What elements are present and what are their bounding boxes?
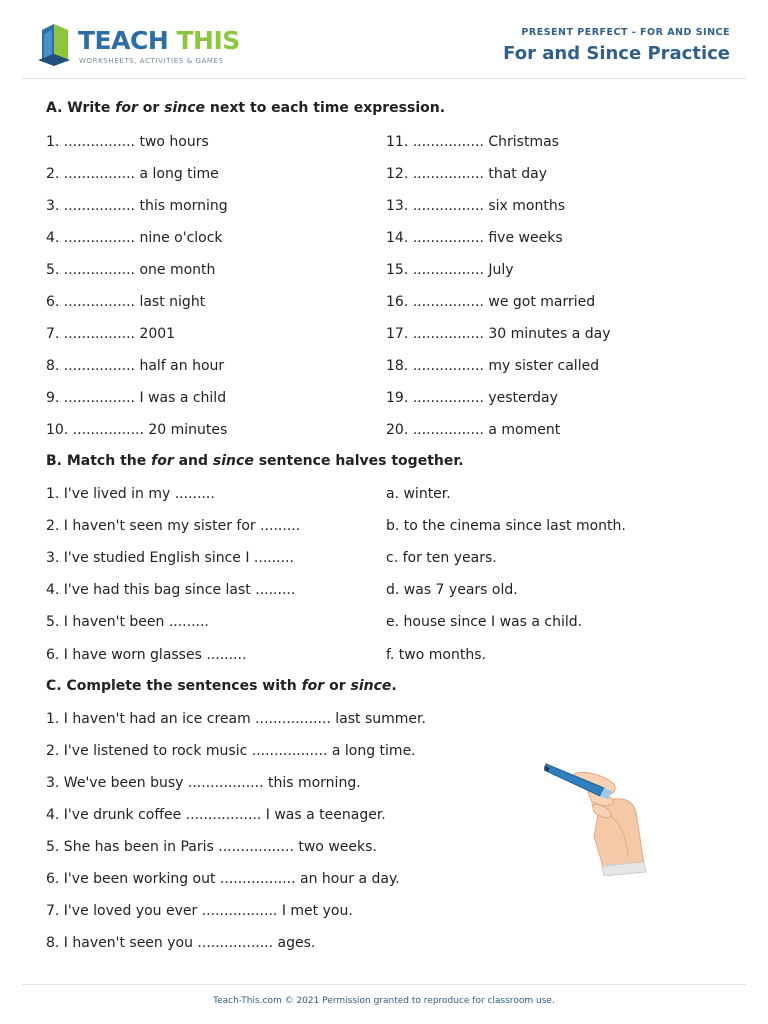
section-a-item: 13. ................ six months: [386, 198, 566, 214]
copyright-footer: Teach-This.com © 2021 Permission granted to reproduce for classroom use.: [213, 996, 555, 1006]
section-b-title-part: and: [173, 453, 213, 469]
section-c-title-part: or: [324, 678, 351, 694]
section-a-item: 12. ................ that day: [386, 166, 547, 182]
section-b-title-part: since: [212, 453, 254, 469]
section-b-right-item: c. for ten years.: [386, 550, 497, 566]
section-c-item: 2. I've listened to rock music ................. a long time.: [46, 743, 416, 759]
section-b-right-item: a. winter.: [386, 486, 451, 502]
section-a-item: 16. ................ we got married: [386, 294, 596, 310]
section-b-left-item: 4. I've had this bag since last .........: [46, 582, 296, 598]
section-b-title-part: for: [151, 453, 174, 469]
section-c-item: 7. I've loved you ever ................. I met you.: [46, 903, 353, 919]
section-b-left-item: 6. I have worn glasses .........: [46, 647, 247, 663]
section-a-item: 11. ................ Christmas: [386, 134, 559, 150]
section-b-left-item: 3. I've studied English since I .........: [46, 550, 294, 566]
section-a-item: 19. ................ yesterday: [386, 390, 558, 406]
section-c-item: 1. I haven't had an ice cream ................. last summer.: [46, 711, 426, 727]
section-c-title-part: C. Complete the sentences with: [46, 678, 302, 694]
section-b-title: [46, 453, 464, 469]
worksheet-title: For and Since Practice: [503, 43, 730, 64]
section-a-title-part: for: [115, 100, 138, 116]
section-a-item: 4. ................ nine o'clock: [46, 230, 223, 246]
section-a-item: 9. ................ I was a child: [46, 390, 227, 406]
footer-divider: [22, 984, 746, 985]
logo-text-teach: TEACH: [78, 26, 169, 55]
section-c-item: 4. I've drunk coffee ................. I was a teenager.: [46, 807, 386, 823]
section-a-item: 2. ................ a long time: [46, 166, 219, 182]
section-b-title-part: B. Match the: [46, 453, 152, 469]
section-c-item: 5. She has been in Paris ................. two weeks.: [46, 839, 377, 855]
worksheet-topic: PRESENT PERFECT - FOR AND SINCE: [521, 27, 730, 38]
section-c-title-part: .: [391, 678, 397, 694]
section-b-left-item: 2. I haven't seen my sister for .........: [46, 518, 301, 534]
book-logo-icon: [38, 24, 72, 66]
section-a-title: [46, 100, 445, 116]
section-a-item: 6. ................ last night: [46, 294, 206, 310]
teach-this-logo: [38, 24, 238, 70]
section-a-item: 7. ................ 2001: [46, 326, 176, 342]
section-b-right-item: b. to the cinema since last month.: [386, 518, 626, 534]
section-b-left-item: 5. I haven't been .........: [46, 614, 209, 630]
section-c-title-part: for: [301, 678, 325, 694]
section-c-item: 8. I haven't seen you ................. ages.: [46, 935, 316, 951]
section-a-item: 3. ................ this morning: [46, 198, 228, 214]
section-a-title-part: next to each time expression.: [205, 100, 446, 116]
section-a-item: 1. ................ two hours: [46, 134, 209, 150]
section-b-left-item: 1. I've lived in my .........: [46, 486, 215, 502]
page-header: [22, 0, 746, 79]
section-b-right-item: d. was 7 years old.: [386, 582, 518, 598]
section-c-title: [46, 678, 397, 694]
section-a-item: 5. ................ one month: [46, 262, 216, 278]
section-a-title-part: since: [164, 100, 206, 116]
section-a-item: 20. ................ a moment: [386, 422, 561, 438]
section-b-title-part: sentence halves together.: [253, 453, 464, 469]
section-c-item: 3. We've been busy ................. this morning.: [46, 775, 361, 791]
section-c-title-part: since: [350, 678, 392, 694]
logo-text-this: THIS: [176, 26, 240, 55]
section-a-item: 18. ................ my sister called: [386, 358, 600, 374]
section-a-item: 10. ................ 20 minutes: [46, 422, 228, 438]
logo-wordmark: [78, 26, 240, 56]
section-a-item: 15. ................ July: [386, 262, 514, 278]
section-a-item: 14. ................ five weeks: [386, 230, 563, 246]
section-a-title-part: A. Write: [46, 100, 116, 116]
logo-tagline: WORKSHEETS, ACTIVITIES & GAMES: [79, 57, 224, 65]
hand-writing-illustration: [544, 756, 654, 876]
section-b-right-item: f. two months.: [386, 647, 486, 663]
section-a-title-part: or: [137, 100, 165, 116]
section-a-item: 17. ................ 30 minutes a day: [386, 326, 611, 342]
section-c-item: 6. I've been working out ................. an hour a day.: [46, 871, 400, 887]
section-b-right-item: e. house since I was a child.: [386, 614, 583, 630]
section-a-item: 8. ................ half an hour: [46, 358, 225, 374]
